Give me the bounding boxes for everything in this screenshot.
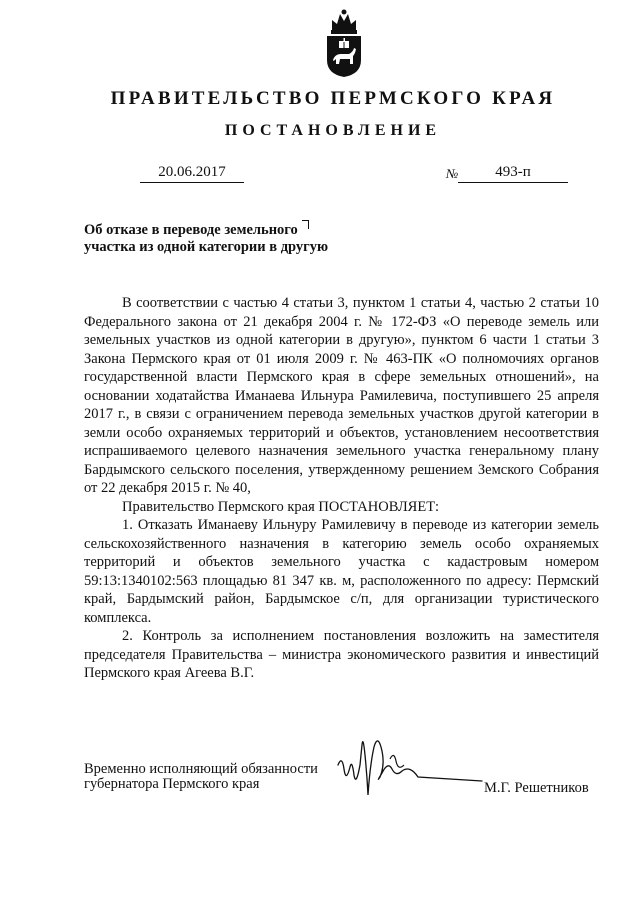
- number-sign: №: [446, 166, 459, 181]
- document-date: 20.06.2017: [140, 162, 244, 183]
- document-body: [84, 294, 599, 683]
- perm-krai-coat-of-arms-icon: [323, 8, 365, 78]
- body-paragraph-item-2: 2. Контроль за исполнением постановления возложить на заместителя председателя Правительства – министра экономического развития и инвестиций Пермского края Агеева В.Г.: [84, 628, 599, 681]
- document-number: 493-п: [458, 162, 568, 183]
- organization-title: ПРАВИТЕЛЬСТВО ПЕРМСКОГО КРАЯ: [110, 88, 556, 109]
- document-subject: [84, 222, 328, 256]
- signatory-name: М.Г. Решетников: [484, 780, 589, 796]
- subject-line-1: Об отказе в переводе земельного: [84, 222, 298, 238]
- signatory-title-line-2: губернатора Пермского края: [84, 776, 260, 792]
- signatory-title-line-1: Временно исполняющий обязанности: [84, 761, 318, 777]
- signatory-title: [84, 762, 318, 792]
- document-type: ПОСТАНОВЛЕНИЕ: [224, 122, 442, 139]
- body-paragraph-resolves: Правительство Пермского края ПОСТАНОВЛЯЕТ:: [122, 498, 440, 515]
- subject-line-2: участка из одной категории в другую: [84, 239, 329, 255]
- body-paragraph-item-1: 1. Отказать Иманаеву Ильнуру Рамилевичу в переводе из категории земель сельскохозяйственного назначения в категорию земель особо охраняемых территорий и объектов земельного участка с кадастровым номером 59:13:1340102:563 площадью 81 347 кв. м, расположенного по адресу: Пермский край, Бардымский район, Бардымское с/п, для организации туристического комплекса.: [84, 517, 599, 626]
- handwritten-signature: [332, 725, 492, 805]
- subject-corner-mark: [302, 220, 309, 229]
- body-paragraph-preamble: В соответствии с частью 4 статьи 3, пунктом 1 статьи 4, частью 2 статьи 10 Федерального закона от 21 декабря 2004 г. № 172-ФЗ «О переводе земель или земельных участков из одной категории в другую», пунктом 6 части 1 статьи 3 Закона Пермского края от 01 июля 2009 г. № 463-ПК «О полномочиях органов государственной власти Пермского края в сфере земельных отношений», на основании ходатайства Иманаева Ильнура Рамилевича, поступившего 25 апреля 2017 г., в связи с ограничением перевода земельных участков другой категории в земли особо охраняемых территорий и объектов, установлением несоответствия испрашиваемого целевого назначения земельного участка генеральному плану Бардымского сельского поселения, утвержденному решением Земского Собрания от 22 декабря 2015 г. № 40,: [84, 295, 599, 496]
